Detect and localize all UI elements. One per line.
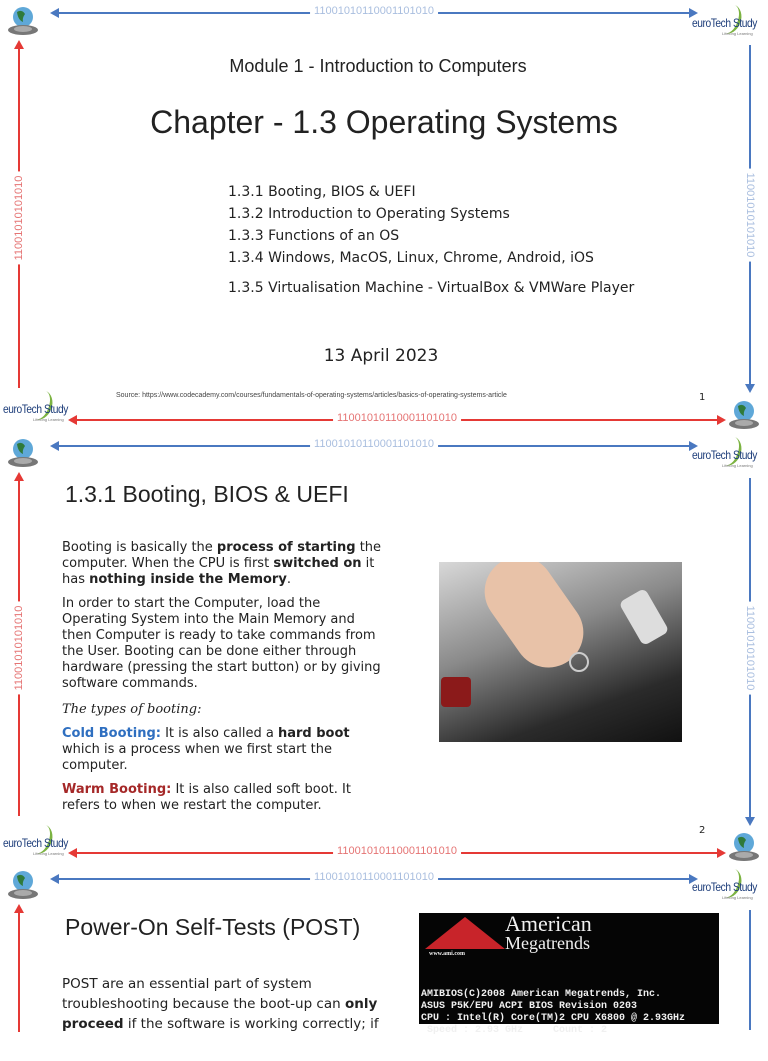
paragraph: POST are an essential part of system troubleshooting because the boot-up can only proceed if the software is working correctly; if — [62, 976, 379, 1032]
eurotech-logo: euroTech Study Lifelong Learning — [692, 436, 764, 472]
bios-line: Speed : 2.93 GHz Count : 2 — [421, 1025, 608, 1036]
power-button-photo — [439, 562, 682, 742]
paragraph: Booting is basically the process of starting the computer. When the CPU is first switched on it has nothing inside the Memory. — [62, 540, 382, 587]
globe-gear-icon — [5, 434, 41, 470]
warm-booting: Warm Booting: It is also called soft boot. It refers to when we restart the computer. — [62, 782, 351, 813]
source-link[interactable]: Source: https://www.codecademy.com/courses/fundamentals-of-operating-systems/articles/basics-of-operating-systems-article — [116, 392, 507, 399]
page-number: 2 — [699, 825, 706, 836]
bios-line: AMIBIOS(C)2008 American Megatrends, Inc. — [421, 989, 662, 1000]
toc-item: 1.3.5 Virtualisation Machine - VirtualBox & VMWare Player — [228, 280, 635, 296]
binary-arrow-left: 11001010101010 — [18, 480, 20, 816]
ami-logo-icon — [425, 917, 505, 949]
binary-arrow-top — [58, 5, 690, 17]
binary-arrow-left — [18, 912, 20, 1032]
page-number: 1 — [699, 392, 706, 403]
bios-lines — [421, 965, 685, 1061]
eurotech-logo: euroTech Study Lifelong Learning — [3, 390, 75, 426]
bios-url: www.ami.com — [429, 951, 465, 957]
binary-arrow-bottom: 11001010110001101010 — [76, 852, 718, 854]
binary-arrow-right: 11001010101010 — [749, 45, 751, 385]
binary-arrow-top: 11001010110001101010 — [58, 878, 690, 880]
date: 13 April 2023 — [323, 346, 439, 366]
bios-screen-photo — [419, 911, 719, 1036]
globe-gear-icon — [726, 828, 762, 864]
module-title: Module 1 - Introduction to Computers — [229, 56, 527, 76]
globe-gear-icon — [726, 396, 762, 432]
binary-arrow-top: 11001010110001101010 — [58, 445, 690, 447]
section-title: Power-On Self-Tests (POST) — [65, 914, 361, 940]
globe-gear-icon — [5, 866, 41, 902]
bios-brand: Megatrends — [505, 933, 590, 953]
slide2-body — [62, 540, 382, 814]
types-heading: The types of booting: — [62, 702, 202, 717]
toc-item: 1.3.1 Booting, BIOS & UEFI — [228, 184, 416, 200]
bios-line: CPU : Intel(R) Core(TM)2 CPU X6800 @ 2.93GHz — [421, 1013, 686, 1024]
binary-arrow-left: 11001010101010 — [18, 48, 20, 388]
bios-line: ASUS P5K/EPU ACPI BIOS Revision 0203 — [421, 1001, 638, 1012]
toc-item: 1.3.2 Introduction to Operating Systems — [228, 206, 510, 222]
binary-arrow-right: 11001010101010 — [749, 478, 751, 818]
cold-booting: Cold Booting: It is also called a hard boot which is a process when we first start the computer. — [62, 726, 350, 773]
toc-item: 1.3.3 Functions of an OS — [228, 228, 400, 244]
bios-brand: American — [505, 911, 592, 936]
paragraph: In order to start the Computer, load the Operating System into the Main Memory and then Computer is ready to take commands from the User. Booting can be done either through hardware (pressing the start button) or by giving software commands. — [62, 596, 381, 691]
eurotech-logo: euroTech Study Lifelong Learning — [3, 824, 75, 860]
section-title: 1.3.1 Booting, BIOS & UEFI — [65, 481, 349, 507]
eurotech-logo: euroTech Study Lifelong Learning — [692, 868, 764, 904]
toc-item: 1.3.4 Windows, MacOS, Linux, Chrome, Android, iOS — [228, 250, 594, 266]
table-of-contents — [228, 181, 634, 299]
binary-arrow-bottom: 11001010110001101010 — [76, 419, 718, 421]
globe-gear-icon — [5, 2, 41, 38]
chapter-title: Chapter - 1.3 Operating Systems — [150, 104, 618, 140]
binary-text: 11001010110001101010 — [310, 5, 438, 17]
binary-arrow-right — [749, 910, 751, 1030]
eurotech-logo: euroTech Study Lifelong Learning — [692, 4, 764, 40]
